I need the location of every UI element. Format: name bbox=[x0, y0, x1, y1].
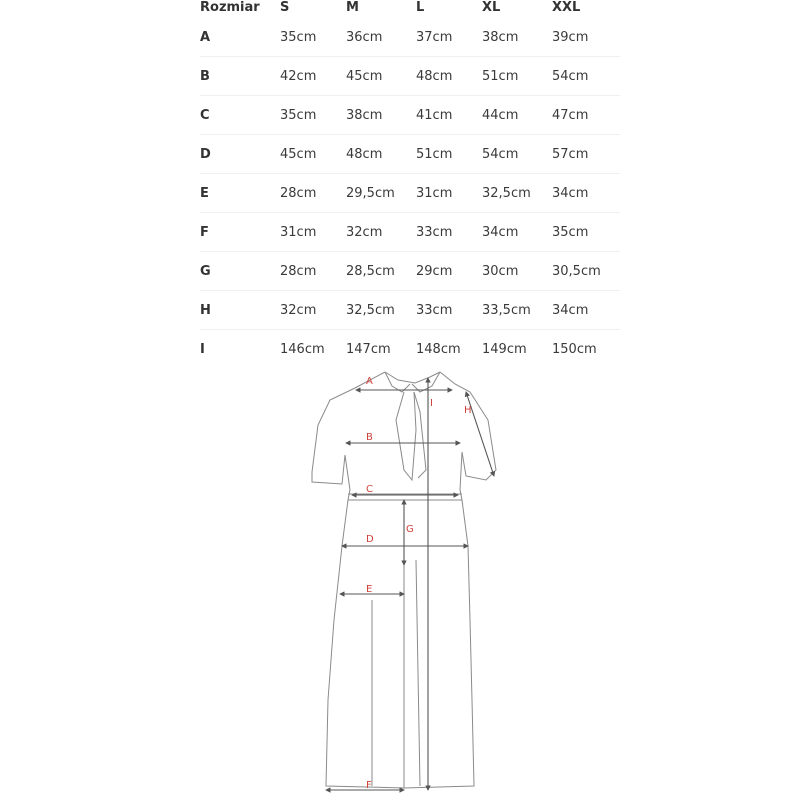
left-leg bbox=[326, 546, 404, 788]
right-sleeve bbox=[440, 372, 496, 480]
table-cell: 148cm bbox=[416, 341, 461, 357]
table-cell: 48cm bbox=[416, 57, 482, 96]
row-label: F bbox=[200, 213, 280, 252]
row-label: H bbox=[200, 291, 280, 330]
label-i: I bbox=[430, 398, 433, 409]
table-cell: 33cm bbox=[416, 291, 482, 330]
label-e: E bbox=[366, 584, 373, 595]
table-cell: 32,5cm bbox=[346, 291, 416, 330]
table-row bbox=[200, 213, 620, 252]
table-cell: 51cm bbox=[416, 135, 482, 174]
right-leg bbox=[404, 546, 474, 788]
table-row bbox=[200, 252, 620, 291]
row-label: G bbox=[200, 252, 280, 291]
jumpsuit-measurement-diagram bbox=[0, 360, 800, 800]
table-cell: 51cm bbox=[482, 57, 552, 96]
table-cell: 28cm bbox=[280, 174, 346, 213]
table-cell: 54cm bbox=[552, 57, 620, 96]
bodice-left bbox=[345, 455, 350, 500]
row-label: C bbox=[200, 96, 280, 135]
label-g: G bbox=[406, 524, 414, 535]
header-row bbox=[200, 0, 620, 18]
table-cell: 147cm bbox=[346, 341, 391, 357]
table-cell: 31cm bbox=[280, 213, 346, 252]
table-cell: 35cm bbox=[552, 213, 620, 252]
label-h: H bbox=[464, 405, 472, 416]
label-d: D bbox=[366, 534, 374, 545]
table-cell: 29cm bbox=[416, 252, 482, 291]
header-xl: XL bbox=[482, 0, 501, 15]
table-cell: 149cm bbox=[482, 341, 527, 357]
label-c: C bbox=[366, 484, 373, 495]
header-l: L bbox=[416, 0, 425, 15]
left-sleeve bbox=[312, 372, 385, 484]
label-a: A bbox=[366, 376, 373, 387]
table-cell: 38cm bbox=[346, 96, 416, 135]
table-row bbox=[200, 57, 620, 96]
row-label: E bbox=[200, 174, 280, 213]
table-cell: 42cm bbox=[280, 57, 346, 96]
table-row bbox=[200, 18, 620, 57]
table-cell: 32cm bbox=[280, 291, 346, 330]
table-cell: 32,5cm bbox=[482, 174, 552, 213]
table-cell: 48cm bbox=[346, 135, 416, 174]
table-cell: 30cm bbox=[482, 252, 552, 291]
table-cell: 38cm bbox=[482, 18, 552, 57]
table-cell: 39cm bbox=[552, 18, 620, 57]
header-xxl: XXL bbox=[552, 0, 581, 15]
table-cell: 28,5cm bbox=[346, 252, 416, 291]
row-label: I bbox=[200, 341, 205, 357]
right-leg-inseam bbox=[416, 560, 420, 786]
table-cell: 57cm bbox=[552, 135, 620, 174]
table-cell: 37cm bbox=[416, 18, 482, 57]
table-cell: 146cm bbox=[280, 341, 325, 357]
table-cell: 30,5cm bbox=[552, 252, 620, 291]
header-s: S bbox=[280, 0, 290, 15]
table-row bbox=[200, 96, 620, 135]
table-row bbox=[200, 174, 620, 213]
collar-left bbox=[385, 372, 410, 392]
bodice-right bbox=[460, 452, 462, 500]
table-cell: 34cm bbox=[552, 174, 620, 213]
table-row bbox=[200, 291, 620, 330]
row-label: D bbox=[200, 135, 280, 174]
label-f: F bbox=[366, 780, 372, 791]
table-cell: 35cm bbox=[280, 18, 346, 57]
header-rozmiar: Rozmiar bbox=[200, 0, 260, 15]
table-cell: 45cm bbox=[346, 57, 416, 96]
table-cell: 41cm bbox=[416, 96, 482, 135]
table-cell: 54cm bbox=[482, 135, 552, 174]
header-m: M bbox=[346, 0, 359, 15]
table-cell: 33,5cm bbox=[482, 291, 552, 330]
table-row bbox=[200, 135, 620, 174]
table-cell: 34cm bbox=[482, 213, 552, 252]
tie-left bbox=[396, 392, 416, 480]
table-cell: 33cm bbox=[416, 213, 482, 252]
table-cell: 150cm bbox=[552, 341, 597, 357]
table-cell: 29,5cm bbox=[346, 174, 416, 213]
size-chart-table bbox=[200, 0, 620, 368]
table-cell: 45cm bbox=[280, 135, 346, 174]
table-cell: 28cm bbox=[280, 252, 346, 291]
table-cell: 35cm bbox=[280, 96, 346, 135]
table-cell: 47cm bbox=[552, 96, 620, 135]
table-cell: 32cm bbox=[346, 213, 416, 252]
hips bbox=[342, 500, 468, 546]
table-cell: 44cm bbox=[482, 96, 552, 135]
table-cell: 36cm bbox=[346, 18, 416, 57]
row-label: A bbox=[200, 18, 280, 57]
label-b: B bbox=[366, 432, 373, 443]
row-label: B bbox=[200, 57, 280, 96]
table-cell: 34cm bbox=[552, 291, 620, 330]
collar-outline bbox=[385, 372, 440, 383]
jumpsuit-outline bbox=[312, 372, 496, 788]
table-cell: 31cm bbox=[416, 174, 482, 213]
